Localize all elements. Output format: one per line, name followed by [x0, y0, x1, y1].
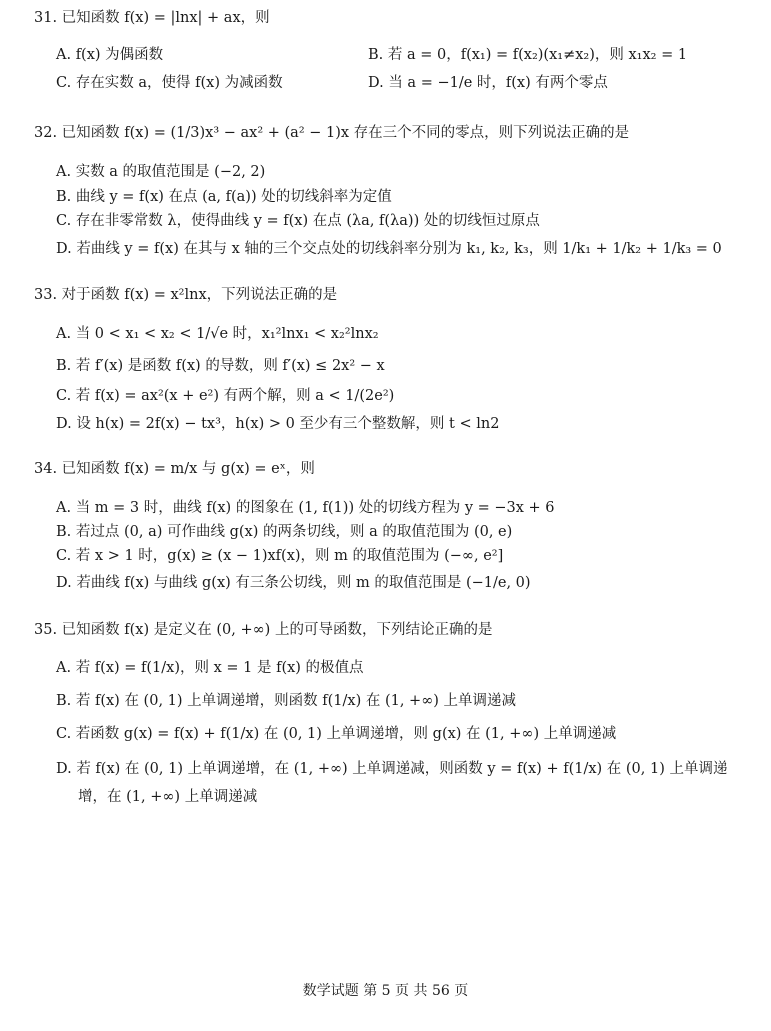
question-32-option-d: D. 若曲线 y = f(x) 在其与 x 轴的三个交点处的切线斜率分别为 k₁, k₂, k₃，则 1/k₁ + 1/k₂ + 1/k₃ = 0 [56, 241, 722, 257]
question-31-option-a: A. f(x) 为偶函数 [56, 47, 164, 63]
question-34-option-a: A. 当 m = 3 时，曲线 f(x) 的图象在 (1, f(1)) 处的切线方程为 y = −3x + 6 [56, 500, 555, 516]
question-31-stem: 31. 已知函数 f(x) = |lnx| + ax，则 [34, 10, 270, 26]
question-34-stem: 34. 已知函数 f(x) = m/x 与 g(x) = eˣ，则 [34, 461, 315, 477]
question-35-option-c: C. 若函数 g(x) = f(x) + f(1/x) 在 (0, 1) 上单调递增，则 g(x) 在 (1, +∞) 上单调递减 [56, 726, 617, 742]
question-32-option-b: B. 曲线 y = f(x) 在点 (a, f(a)) 处的切线斜率为定值 [56, 189, 392, 205]
question-34-option-b: B. 若过点 (0, a) 可作曲线 g(x) 的两条切线，则 a 的取值范围为 (0, e) [56, 524, 513, 540]
question-35-stem: 35. 已知函数 f(x) 是定义在 (0, +∞) 上的可导函数，下列结论正确的是 [34, 622, 493, 638]
question-35-option-d-continued: 增，在 (1, +∞) 上单调递减 [78, 789, 258, 805]
question-32-stem: 32. 已知函数 f(x) = (1/3)x³ − ax² + (a² − 1)x 存在三个不同的零点，则下列说法正确的是 [34, 125, 630, 141]
question-33-option-c: C. 若 f(x) = ax²(x + e²) 有两个解，则 a < 1/(2e²) [56, 388, 395, 404]
question-35-option-b: B. 若 f(x) 在 (0, 1) 上单调递增，则函数 f(1/x) 在 (1, +∞) 上单调递减 [56, 693, 517, 709]
question-33-stem: 33. 对于函数 f(x) = x²lnx，下列说法正确的是 [34, 287, 338, 303]
question-31-option-d: D. 当 a = −1/e 时，f(x) 有两个零点 [368, 75, 608, 91]
question-32-option-c: C. 存在非零常数 λ，使得曲线 y = f(x) 在点 (λa, f(λa)) 处的切线恒过原点 [56, 213, 540, 229]
question-34-option-d: D. 若曲线 f(x) 与曲线 g(x) 有三条公切线，则 m 的取值范围是 (−1/e, 0) [56, 575, 531, 591]
question-34-option-c: C. 若 x > 1 时，g(x) ≥ (x − 1)xf(x)，则 m 的取值范围为 (−∞, e²] [56, 548, 504, 564]
question-35-option-d: D. 若 f(x) 在 (0, 1) 上单调递增，在 (1, +∞) 上单调递减，则函数 y = f(x) + f(1/x) 在 (0, 1) 上单调递 [56, 761, 728, 777]
question-31-option-b: B. 若 a = 0，f(x₁) = f(x₂)(x₁≠x₂)，则 x₁x₂ = 1 [368, 47, 688, 63]
question-33-option-d: D. 设 h(x) = 2f(x) − tx³，h(x) > 0 至少有三个整数解，则 t < ln2 [56, 416, 500, 432]
question-35-option-a: A. 若 f(x) = f(1/x)，则 x = 1 是 f(x) 的极值点 [56, 660, 364, 676]
question-32-option-a: A. 实数 a 的取值范围是 (−2, 2) [56, 164, 266, 180]
question-33-option-b: B. 若 f′(x) 是函数 f(x) 的导数，则 f′(x) ≤ 2x² − x [56, 358, 385, 374]
page-footer: 数学试题 第 5 页 共 56 页 [302, 983, 469, 999]
question-33-option-a: A. 当 0 < x₁ < x₂ < 1/√e 时，x₁²lnx₁ < x₂²lnx₂ [56, 326, 379, 342]
question-31-option-c: C. 存在实数 a，使得 f(x) 为减函数 [56, 75, 283, 91]
